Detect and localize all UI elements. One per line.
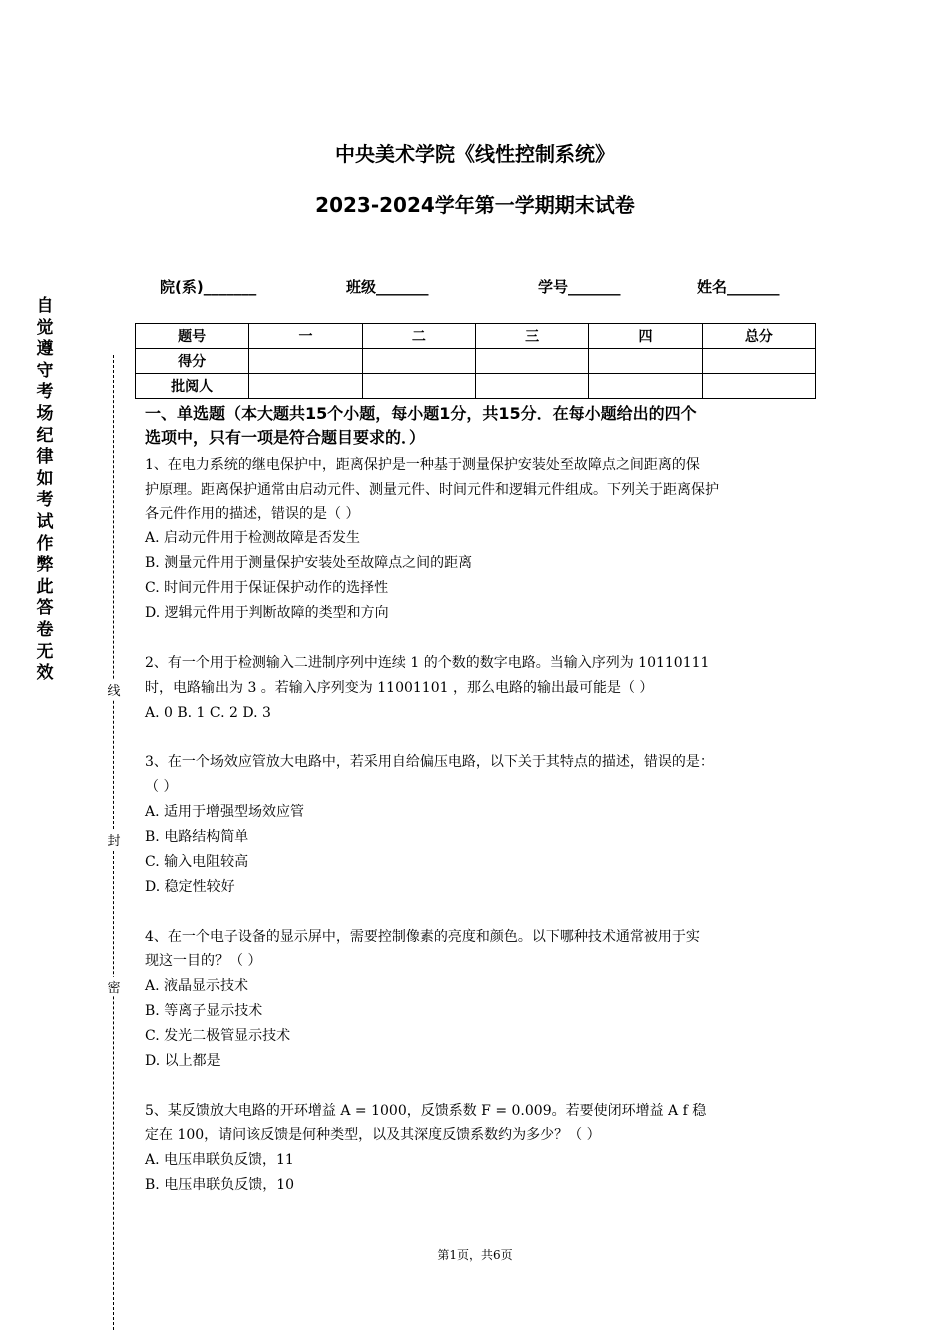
student-info-row [160, 276, 800, 298]
grader-row [136, 374, 816, 399]
question-1-option: D. 逻辑元件用于判断故障的类型和方向 [145, 605, 389, 621]
question-4-text: 现这一目的？（ ） [145, 953, 262, 969]
question-1-option: B. 测量元件用于测量保护安装处至故障点之间的距离 [145, 555, 473, 571]
score-cell [589, 349, 702, 374]
question-5-option: B. 电压串联负反馈，10 [145, 1177, 295, 1193]
grader-cell [702, 374, 815, 399]
student-id-field: 学号_______ [538, 278, 621, 296]
header-part-2: 二 [362, 324, 475, 349]
question-2-text: 2、有一个用于检测输入二进制序列中连续 1 的个数的数字电路。当输入序列为 10110111 [145, 655, 710, 671]
question-4-option: D. 以上都是 [145, 1053, 221, 1069]
header-part-3: 三 [475, 324, 588, 349]
question-4-option: A. 液晶显示技术 [145, 978, 249, 994]
page-footer: 第1页，共6页 [437, 1248, 513, 1262]
seal-mark-line: 线 [106, 680, 122, 699]
class-field: 班级_______ [346, 278, 429, 296]
question-5-option: A. 电压串联负反馈，11 [145, 1152, 294, 1168]
seal-mark-secret: 密 [106, 977, 122, 996]
side-warning-text: 自觉遵守考场纪律如考试作弊此答卷无效 [36, 296, 54, 684]
header-question-number: 题号 [136, 324, 249, 349]
question-1-option: C. 时间元件用于保证保护动作的选择性 [145, 580, 389, 596]
name-field: 姓名_______ [697, 278, 780, 296]
question-2-option: A. 0 B. 1 C. 2 D. 3 [145, 705, 271, 721]
score-table-header-row [136, 324, 816, 349]
score-cell [362, 349, 475, 374]
score-cell [475, 349, 588, 374]
grader-cell [589, 374, 702, 399]
grader-cell [475, 374, 588, 399]
score-table [135, 323, 816, 399]
question-2-text: 时，电路输出为 3 。若输入序列变为 11001101 ，那么电路的输出最可能是（ ） [145, 680, 654, 696]
section-heading-line: 选项中，只有一项是符合题目要求的．） [145, 428, 426, 447]
question-4-option: C. 发光二极管显示技术 [145, 1028, 291, 1044]
question-3-text: （ ） [145, 779, 178, 795]
exam-subtitle: 2023-2024学年第一学期期末试卷 [315, 193, 635, 217]
question-1-option: A. 启动元件用于检测故障是否发生 [145, 530, 361, 546]
question-1-text: 护原理。距离保护通常由启动元件、测量元件、时间元件和逻辑元件组成。下列关于距离保护 [145, 482, 719, 498]
score-row-label: 得分 [136, 349, 249, 374]
question-1-text: 各元件作用的描述，错误的是（ ） [145, 506, 360, 522]
grader-cell [362, 374, 475, 399]
header-part-1: 一 [249, 324, 362, 349]
header-total: 总分 [702, 324, 815, 349]
exam-title: 中央美术学院《线性控制系统》 [335, 142, 615, 166]
header-part-4: 四 [589, 324, 702, 349]
grader-row-label: 批阅人 [136, 374, 249, 399]
question-3-option: D. 稳定性较好 [145, 879, 235, 895]
question-3-option: B. 电路结构简单 [145, 829, 249, 845]
section-heading [145, 402, 825, 450]
question-3-option: A. 适用于增强型场效应管 [145, 804, 305, 820]
section-heading-line: 一、单选题（本大题共15个小题，每小题1分，共15分．在每小题给出的四个 [145, 404, 697, 423]
score-row [136, 349, 816, 374]
question-4-text: 4、在一个电子设备的显示屏中，需要控制像素的亮度和颜色。以下哪种技术通常被用于实 [145, 929, 700, 945]
seal-mark-seal: 封 [106, 830, 122, 849]
question-5-text: 5、某反馈放大电路的开环增益 A = 1000，反馈系数 F = 0.009。若要使闭环增益 A f 稳 [145, 1103, 707, 1119]
score-cell [249, 349, 362, 374]
question-3-text: 3、在一个场效应管放大电路中，若采用自给偏压电路，以下关于其特点的描述，错误的是： [145, 754, 714, 770]
grader-cell [249, 374, 362, 399]
question-4-option: B. 等离子显示技术 [145, 1003, 263, 1019]
question-1-text: 1、在电力系统的继电保护中，距离保护是一种基于测量保护安装处至故障点之间距离的保 [145, 457, 700, 473]
department-field: 院(系)_______ [160, 278, 257, 296]
question-3-option: C. 输入电阻较高 [145, 854, 249, 870]
score-cell [702, 349, 815, 374]
question-5-text: 定在 100，请问该反馈是何种类型，以及其深度反馈系数约为多少？（ ） [145, 1127, 601, 1143]
